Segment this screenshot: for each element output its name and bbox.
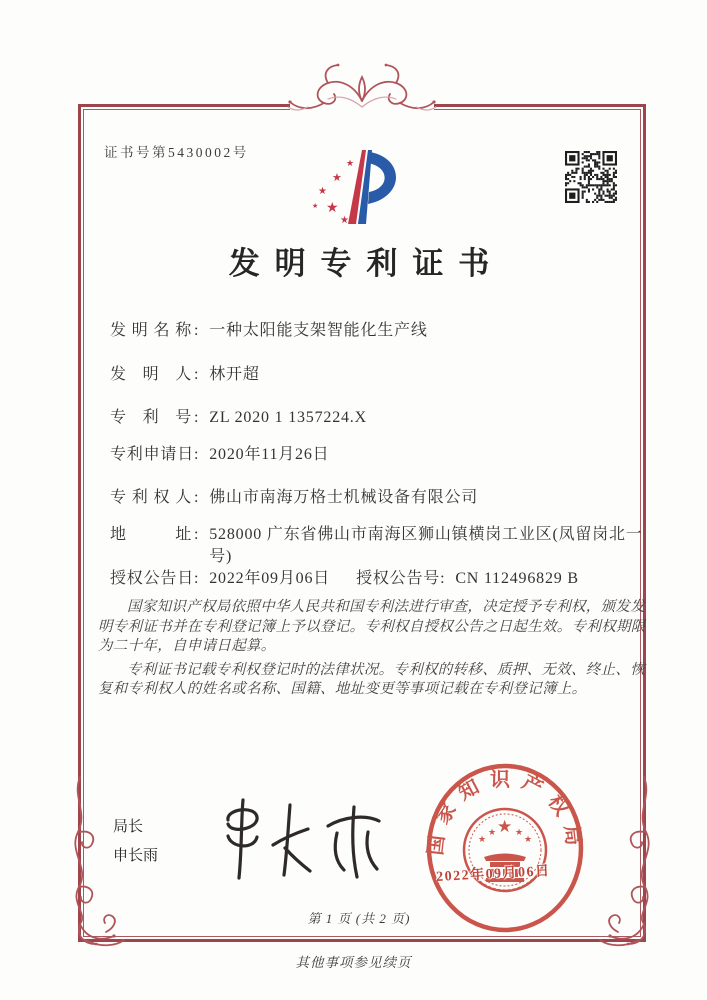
field-colon: : xyxy=(194,409,200,426)
field-value: 528000 广东省佛山市南海区狮山镇横岗工业区(凤留岗北一号) xyxy=(209,526,643,565)
field-colon: : xyxy=(194,526,200,543)
svg-text:★: ★ xyxy=(524,835,533,845)
certificate-title: 发明专利证书 xyxy=(228,246,505,281)
svg-text:★: ★ xyxy=(318,186,327,197)
field-label: 专利申请日 xyxy=(110,446,195,463)
qr-code xyxy=(565,151,617,203)
field-colon: : xyxy=(194,489,200,506)
page-number: 第 1 页 (共 2 页) xyxy=(307,911,411,926)
commissioner-title: 局长 xyxy=(113,818,144,835)
seal-circular-text: 国家知识产权局 xyxy=(424,769,586,857)
field-label: 地址 xyxy=(110,526,192,543)
field-value: 林开超 xyxy=(209,366,260,383)
field-label: 发明名称 xyxy=(110,322,192,339)
svg-text:★: ★ xyxy=(497,817,513,837)
field-label: 专利号 xyxy=(110,409,192,426)
svg-text:★: ★ xyxy=(478,835,487,845)
svg-text:★: ★ xyxy=(488,828,497,838)
field-label: 授权公告日 xyxy=(110,570,195,587)
svg-text:★: ★ xyxy=(515,828,524,838)
certificate-number: 证书号第5430002号 xyxy=(104,145,249,160)
field-filing-date xyxy=(110,444,329,466)
svg-text:★: ★ xyxy=(312,202,319,210)
field-value: 佛山市南海万格士机械设备有限公司 xyxy=(209,489,479,506)
seal-date: 2022年09月06日 xyxy=(435,863,551,885)
official-seal xyxy=(420,758,590,938)
commissioner-block xyxy=(113,812,158,870)
field-address xyxy=(110,524,649,568)
field-value: 一种太阳能支架智能化生产线 xyxy=(209,322,428,339)
svg-text:国家知识产权局 xyxy=(424,768,586,856)
field-value: 2020年11月26日 xyxy=(209,446,330,463)
field-colon: : xyxy=(194,446,200,463)
field-patent-number xyxy=(110,407,367,429)
field-invention-name xyxy=(110,320,428,342)
field-value: ZL 2020 1 1357224.X xyxy=(209,409,367,426)
field-grant-row xyxy=(110,568,579,590)
svg-text:★: ★ xyxy=(326,200,339,216)
field-value: CN 112496829 B xyxy=(455,570,579,587)
field-colon: : xyxy=(194,570,200,587)
continuation-note: 其他事项参见续页 xyxy=(295,955,412,970)
legal-paragraph-1: 国家知识产权局依照中华人民共和国专利法进行审查，决定授予专利权，颁发发明专利证书并在专利登记簿上予以登记。专利权自授权公告之日起生效。专利权期限为二十年，自申请日起算。 xyxy=(98,599,646,654)
commissioner-name: 申长雨 xyxy=(113,847,159,864)
field-value: 2022年09月06日 xyxy=(209,570,331,587)
legal-paragraph-2: 专利证书记载专利权登记时的法律状况。专利权的转移、质押、无效、终止、恢复和专利权人的姓名或名称、国籍、地址变更等事项记载在专利登记簿上。 xyxy=(98,661,645,697)
field-label: 发明人 xyxy=(110,366,192,383)
field-label: 专利权人 xyxy=(110,489,192,506)
field-colon: : xyxy=(194,366,200,383)
top-flourish-ornament xyxy=(262,55,462,117)
svg-text:★: ★ xyxy=(346,159,355,169)
field-patentee xyxy=(110,487,478,509)
field-colon: : xyxy=(440,570,446,587)
svg-text:★: ★ xyxy=(340,215,349,226)
legal-text-block xyxy=(98,598,650,704)
handwritten-signature xyxy=(215,790,385,890)
field-colon: : xyxy=(194,322,200,339)
field-label: 授权公告号 xyxy=(356,570,441,587)
field-inventor xyxy=(110,364,260,386)
svg-text:★: ★ xyxy=(332,171,342,184)
cnipa-logo-icon xyxy=(310,144,410,230)
